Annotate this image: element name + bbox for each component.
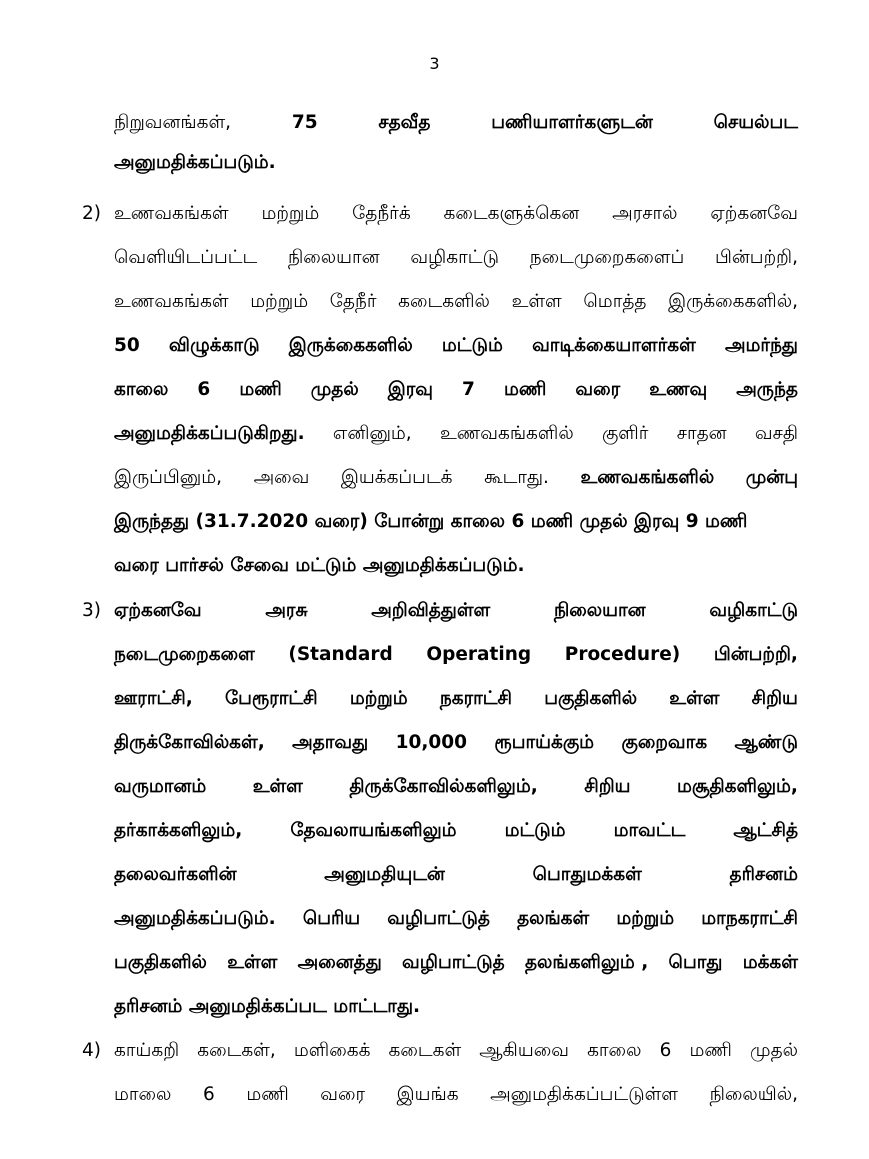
text-segment: பின்பற்றி, <box>714 247 798 268</box>
text-segment: வழிபாட்டுத் <box>402 952 505 973</box>
text-segment: சாதன <box>676 423 727 444</box>
text-segment: 6 <box>659 1040 672 1061</box>
text-segment: 75 <box>291 112 318 133</box>
text-segment: உணவகங்கள் <box>114 291 229 312</box>
text-segment: வழிகாட்டு <box>709 600 798 621</box>
text-segment: பெரிய <box>302 908 361 929</box>
text-segment: வருமானம் <box>114 776 207 797</box>
text-segment: கடைகள் <box>388 1040 462 1061</box>
text-segment: பொது <box>668 952 723 973</box>
paragraph-line <box>114 414 798 454</box>
paragraph-line <box>114 591 798 631</box>
text-segment: மக்கள் <box>742 952 798 973</box>
list-item-number: 3) <box>82 600 101 621</box>
paragraph-line <box>114 811 798 851</box>
text-segment: முதல் <box>310 379 359 400</box>
text-segment: விழுக்காடு <box>168 335 260 356</box>
text-segment: தேவலாயங்களிலும் <box>290 820 457 841</box>
text-segment: வரை பார்சல் சேவை மட்டும் அனுமதிக்கப்படும். <box>114 555 525 576</box>
paragraph-line <box>114 546 798 586</box>
text-segment: கடைகளில் <box>398 291 490 312</box>
text-segment: ஏற்கனவே <box>710 203 798 224</box>
text-segment: 50 <box>114 335 140 356</box>
paragraph-line <box>114 899 798 939</box>
text-segment: உள்ள <box>252 776 303 797</box>
text-segment: சிறிய <box>584 776 631 797</box>
text-segment: நடைமுறைகளை <box>114 644 255 665</box>
text-segment: அனைத்து <box>297 952 382 973</box>
text-segment: 10,000 <box>395 732 467 753</box>
text-segment: எனினும், <box>332 423 412 444</box>
text-segment: மற்றும் <box>250 291 309 312</box>
text-segment: காலை <box>114 379 169 400</box>
text-segment: மணி <box>689 1040 732 1061</box>
text-segment: காய்கறி <box>114 1040 180 1061</box>
text-segment: கடைகள், <box>197 1040 276 1061</box>
list-item-number: 4) <box>82 1040 101 1061</box>
text-segment: முன்பு <box>745 467 798 488</box>
text-segment: 7 <box>462 379 475 400</box>
text-segment: செயல்பட <box>713 112 798 133</box>
text-segment: அரசால் <box>612 203 678 224</box>
text-segment: இயக்கப்படக் <box>340 467 453 488</box>
text-segment: மட்டும் <box>441 335 503 356</box>
text-segment: மட்டும் <box>504 820 566 841</box>
paragraph-line <box>114 238 798 278</box>
paragraph-line <box>114 143 798 183</box>
text-segment: குளிர் <box>601 423 649 444</box>
text-segment: இருக்கைகளில் <box>288 335 413 356</box>
text-segment: நிலையான <box>553 600 646 621</box>
text-segment: அவை <box>253 467 310 488</box>
text-segment: பின்பற்றி, <box>713 644 798 665</box>
text-segment: மசூதிகளிலும், <box>676 776 798 797</box>
text-segment: தலங்கள் <box>517 908 590 929</box>
text-segment: பணியாளர்களுடன் <box>491 112 653 133</box>
paragraph-line <box>114 767 798 807</box>
paragraph-line <box>114 635 798 675</box>
text-segment: தேநீர் <box>329 291 377 312</box>
text-segment: உணவகங்களில் <box>439 423 574 444</box>
paragraph-line <box>114 326 798 366</box>
paragraph-line <box>114 458 798 498</box>
text-segment: அதாவது <box>292 732 369 753</box>
text-segment: திருக்கோவில்களிலும், <box>349 776 538 797</box>
text-segment: நிலையில், <box>709 1084 798 1105</box>
text-segment: உள்ள <box>227 952 278 973</box>
text-segment: நகராட்சி <box>439 688 512 709</box>
text-segment: பேரூராட்சி <box>224 688 318 709</box>
text-segment: மாநகராட்சி <box>701 908 798 929</box>
text-segment: வழிகாட்டு <box>410 247 499 268</box>
text-segment: இரவு <box>387 379 433 400</box>
text-segment: வரை <box>320 1084 366 1105</box>
text-segment: முதல் <box>750 1040 798 1061</box>
text-segment: நிலையான <box>287 247 380 268</box>
text-segment: அறிவித்துள்ள <box>371 600 491 621</box>
paragraph-line <box>114 987 798 1027</box>
text-segment: அரசு <box>265 600 308 621</box>
paragraph-line <box>114 282 798 322</box>
text-segment: மணி <box>503 379 547 400</box>
text-segment: அனுமதியுடன் <box>324 864 445 885</box>
text-segment: சதவீத <box>378 112 431 133</box>
paragraph-line <box>114 370 798 410</box>
paragraph-line <box>114 502 798 542</box>
text-segment: வரை <box>575 379 621 400</box>
paragraph-line <box>114 103 798 143</box>
paragraph-line <box>114 679 798 719</box>
text-segment: இருப்பினும், <box>114 467 223 488</box>
text-segment: Procedure) <box>564 644 681 665</box>
text-segment: மளிகைக் <box>293 1040 371 1061</box>
text-segment: ஆகியவை <box>479 1040 569 1061</box>
text-segment: தரிசனம் <box>729 864 798 885</box>
text-segment: மாவட்ட <box>613 820 686 841</box>
paragraph-line <box>114 1075 798 1115</box>
text-segment: குறைவாக <box>621 732 708 753</box>
text-segment: (Standard <box>288 644 393 665</box>
text-segment: சிறிய <box>751 688 798 709</box>
text-segment: கடைகளுக்கென <box>443 203 580 224</box>
text-segment: ஏற்கனவே <box>114 600 202 621</box>
text-segment: உணவு <box>649 379 708 400</box>
text-segment: ஊராட்சி, <box>114 688 193 709</box>
text-segment: ரூபாய்க்கும் <box>494 732 595 753</box>
text-segment: ஆண்டு <box>734 732 798 753</box>
list-item-number: 2) <box>82 203 101 224</box>
text-segment: பகுதிகளில் <box>114 952 207 973</box>
text-segment: அருந்த <box>736 379 798 400</box>
text-segment: அனுமதிக்கப்படும். <box>114 908 276 929</box>
paragraph-line <box>114 723 798 763</box>
text-segment: மற்றும் <box>616 908 675 929</box>
paragraph-line <box>114 855 798 895</box>
paragraph-line <box>114 1031 798 1071</box>
text-segment: இருந்தது (31.7.2020 வரை) போன்று காலை 6 மணி முதல் இரவு 9 மணி <box>114 511 748 532</box>
text-segment: தலங்களிலும் , <box>524 952 649 973</box>
text-segment: காலை <box>587 1040 642 1061</box>
text-segment: தர்காக்களிலும், <box>114 820 243 841</box>
text-segment: மற்றும் <box>261 203 320 224</box>
text-segment: கூடாது. <box>484 467 549 488</box>
text-segment: பொதுமக்கள் <box>532 864 642 885</box>
text-segment: அனுமதிக்கப்படுகிறது. <box>114 423 305 444</box>
text-segment: உள்ள <box>511 291 562 312</box>
text-segment: வாடிக்கையாளர்கள் <box>532 335 696 356</box>
text-segment: மாலை <box>114 1084 172 1105</box>
text-segment: தரிசனம் அனுமதிக்கப்பட மாட்டாது. <box>114 996 421 1017</box>
text-segment: பகுதிகளில் <box>544 688 638 709</box>
text-segment: தலைவர்களின் <box>114 864 237 885</box>
text-segment: 6 <box>197 379 211 400</box>
text-segment: திருக்கோவில்கள், <box>114 732 265 753</box>
text-segment: உணவகங்களில் <box>580 467 715 488</box>
text-segment: Operating <box>426 644 532 665</box>
text-segment: அமர்ந்து <box>724 335 798 356</box>
text-segment: ஆட்சித் <box>733 820 798 841</box>
text-segment: வழிபாட்டுத் <box>387 908 490 929</box>
text-segment: மணி <box>239 379 282 400</box>
paragraph-line <box>114 943 798 983</box>
text-segment: உணவகங்கள் <box>114 203 229 224</box>
text-segment: உள்ள <box>669 688 720 709</box>
text-segment: மற்றும் <box>349 688 408 709</box>
text-segment: இருக்கைகளில், <box>668 291 798 312</box>
text-segment: வசதி <box>754 423 798 444</box>
text-segment: நடைமுறைகளைப் <box>529 247 685 268</box>
text-segment: இயங்க <box>396 1084 459 1105</box>
text-segment: அனுமதிக்கப்பட்டுள்ள <box>490 1084 678 1105</box>
text-segment: தேநீர்க் <box>352 203 411 224</box>
text-segment: வெளியிடப்பட்ட <box>114 247 258 268</box>
text-segment: நிறுவனங்கள், <box>114 112 232 133</box>
text-segment: மொத்த <box>583 291 647 312</box>
text-segment: 6 <box>202 1084 215 1105</box>
paragraph-line <box>114 194 798 234</box>
text-segment: மணி <box>246 1084 289 1105</box>
page-number: 3 <box>429 54 440 73</box>
text-segment: அனுமதிக்கப்படும். <box>114 152 276 173</box>
